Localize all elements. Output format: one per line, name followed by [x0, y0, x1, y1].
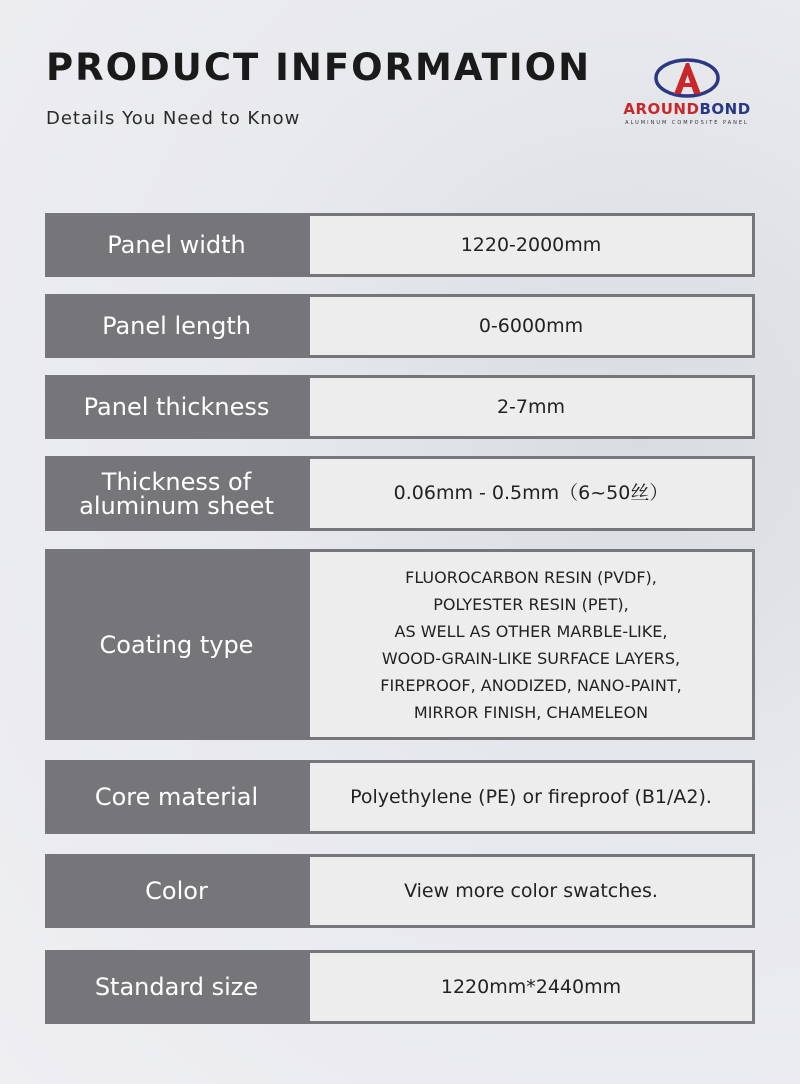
logo-mark-icon [653, 58, 721, 100]
row-label: Panel thickness [83, 393, 270, 421]
row-label: Panel length [102, 312, 251, 340]
row-aluminum-sheet-thickness [45, 456, 755, 531]
row-label: Panel width [107, 231, 246, 259]
aroundbond-logo [620, 58, 760, 130]
row-standard-size [45, 950, 755, 1024]
page-subtitle: Details You Need to Know [46, 108, 301, 129]
row-label: Coating type [99, 630, 254, 659]
logo-wordmark: AROUNDBOND [623, 100, 751, 118]
row-label: Standard size [94, 973, 259, 1001]
page-title: PRODUCT INFORMATION [46, 46, 592, 89]
row-panel-thickness [45, 375, 755, 439]
row-value: 1220-2000mm [310, 216, 752, 274]
logo-tagline: ALUMINUM COMPOSITE PANEL [625, 120, 749, 126]
row-value: 0.06mm - 0.5mm（6~50丝） [310, 459, 752, 528]
row-label: Core material [94, 783, 259, 811]
row-panel-length [45, 294, 755, 358]
row-value: 1220mm*2440mm [310, 953, 752, 1021]
color-swatches-link[interactable]: View more color swatches. [310, 857, 752, 925]
row-panel-width [45, 213, 755, 277]
row-value: 2-7mm [310, 378, 752, 436]
row-value: FLUOROCARBON RESIN (PVDF), POLYESTER RESIN (PET), AS WELL AS OTHER MARBLE-LIKE, WOOD-GRAIN-LIKE SURFACE LAYERS, FIREPROOF, ANODIZED, NANO-PAINT, MIRROR FINISH, CHAMELEON [310, 552, 752, 737]
row-label: Thickness of aluminum sheet [79, 467, 274, 520]
row-value: 0-6000mm [310, 297, 752, 355]
row-coating-type [45, 549, 755, 740]
row-color [45, 854, 755, 928]
row-value: Polyethylene (PE) or fireproof (B1/A2). [310, 763, 752, 831]
row-label: Color [145, 877, 208, 905]
row-core-material [45, 760, 755, 834]
